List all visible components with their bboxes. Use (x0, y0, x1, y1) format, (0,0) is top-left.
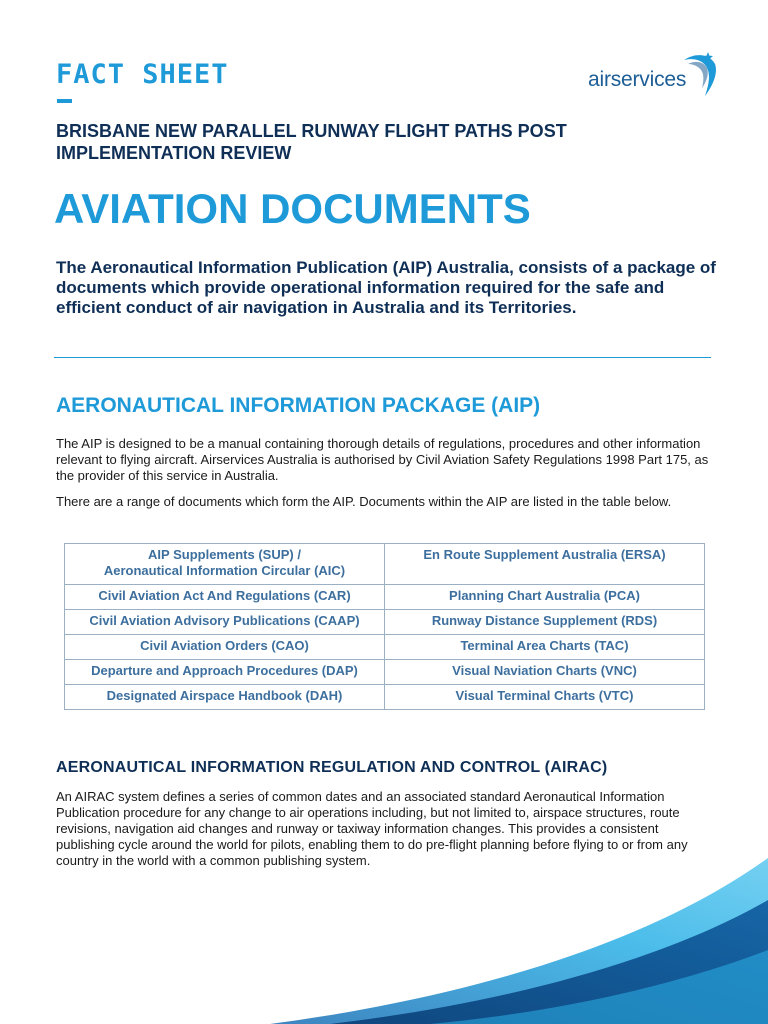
airac-heading: AERONAUTICAL INFORMATION REGULATION AND CONTROL (AIRAC) (56, 759, 608, 776)
airac-paragraph: An AIRAC system defines a series of common dates and an associated standard Aeronautical Information Publication procedure for any change to air operations including, but not limited to, airspace structures, route revisions, navigation aid changes and runway or taxiway information changes. This provides a consistent publishing cycle around the world for pilots, enabling them to do pre-flight planning before flying to or from any country in the world with a common publishing system. (56, 789, 688, 868)
intro-paragraph: The Aeronautical Information Publication (AIP) Australia, consists of a package of documents which provide operational information required for the safe and efficient conduct of air navigation in Australia and its Territories. (56, 258, 716, 317)
table-cell: Civil Aviation Act And Regulations (CAR) (65, 585, 385, 610)
table-cell: Civil Aviation Orders (CAO) (65, 635, 385, 660)
aip-heading: AERONAUTICAL INFORMATION PACKAGE (AIP) (56, 394, 541, 417)
aip-paragraph-2: There are a range of documents which form the AIP. Documents within the AIP are listed in the table below. (56, 494, 672, 509)
table-cell-line: AIP Supplements (SUP) / (148, 547, 301, 562)
table-cell: Civil Aviation Advisory Publications (CAAP) (65, 610, 385, 635)
aip-paragraph-1: The AIP is designed to be a manual containing thorough details of regulations, procedures and other information relevant to flying aircraft. Airservices Australia is authorised by Civil Aviation Safety Regulations 1998 Part 175, as the provider of this service in Australia. (56, 436, 709, 483)
table-cell: Runway Distance Supplement (RDS) (385, 610, 705, 635)
table-cell: Departure and Approach Procedures (DAP) (65, 660, 385, 685)
table-cell-line: Aeronautical Information Circular (AIC) (103, 563, 346, 578)
table-cell: Visual Terminal Charts (VTC) (385, 685, 705, 710)
fact-sheet-label: FACT SHEET (56, 59, 229, 90)
table-cell: Planning Chart Australia (PCA) (385, 585, 705, 610)
table-cell: Terminal Area Charts (TAC) (385, 635, 705, 660)
logo-text: airservices (588, 68, 687, 91)
table-cell: Visual Naviation Charts (VNC) (385, 660, 705, 685)
page-title: AVIATION DOCUMENTS (54, 185, 531, 232)
document-subtitle: BRISBANE NEW PARALLEL RUNWAY FLIGHT PATHS POST IMPLEMENTATION REVIEW (56, 121, 567, 163)
table-cell: Designated Airspace Handbook (DAH) (65, 685, 385, 710)
table-cell: En Route Supplement Australia (ERSA) (385, 544, 705, 585)
